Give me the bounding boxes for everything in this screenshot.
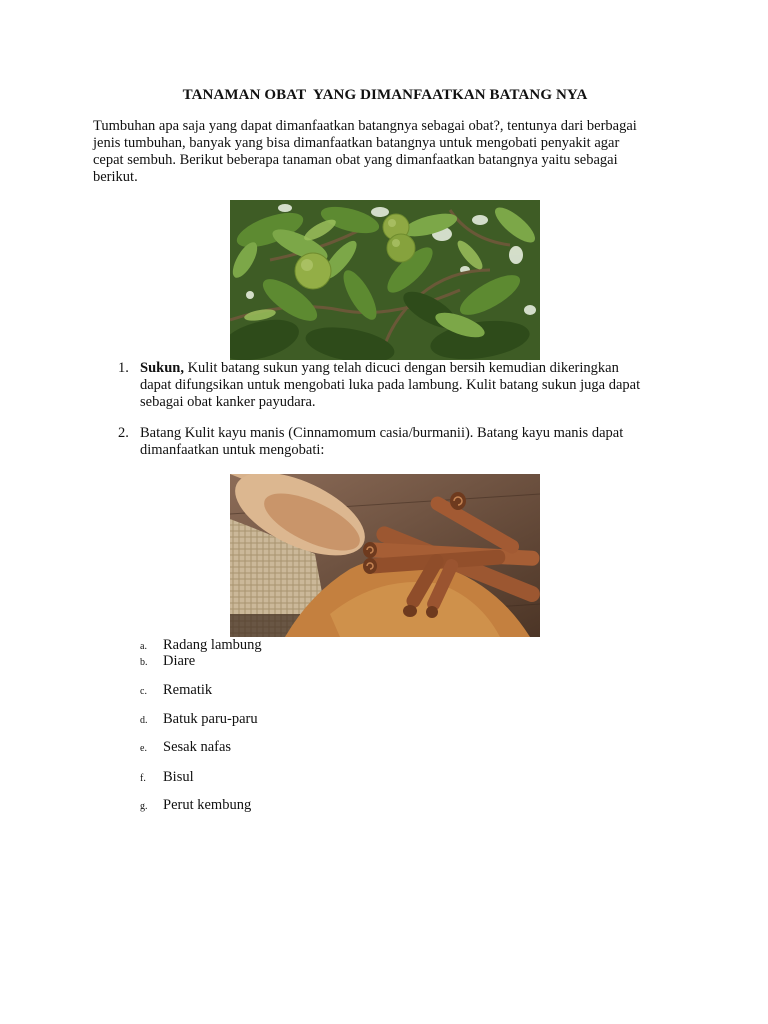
item-text: Kulit batang sukun yang telah dicuci dengan bersih kemudian dikeringkan — [183, 360, 619, 376]
list-item-use: a. Radang lambung — [140, 637, 262, 653]
list-item-sukun — [140, 360, 640, 411]
item-heading: Sukun, — [140, 360, 184, 376]
list-item-use: d. Batuk paru-paru — [140, 711, 258, 727]
item-text: sebagai obat kanker payudara. — [140, 394, 316, 410]
list-item-use: f. Bisul — [140, 769, 194, 785]
item-text: Batang Kulit kayu manis (Cinnamomum casia/burmanii). Batang kayu manis dapat — [140, 425, 624, 441]
list-number: 2. — [118, 425, 129, 441]
intro-paragraph — [93, 118, 637, 186]
list-item-kayu-manis — [140, 425, 623, 459]
intro-line: Tumbuhan apa saja yang dapat dimanfaatkan batangnya sebagai obat?, tentunya dari berbagai — [93, 118, 637, 134]
item-text: dimanfaatkan untuk mengobati: — [140, 442, 325, 458]
page-title: TANAMAN OBAT YANG DIMANFAATKAN BATANG NYA — [182, 87, 588, 103]
list-number: 1. — [118, 360, 129, 376]
intro-line: jenis tumbuhan, banyak yang bisa dimanfaatkan batangnya untuk mengobati penyakit agar — [93, 135, 620, 151]
list-item-use: g. Perut kembung — [140, 797, 252, 813]
list-item-use: e. Sesak nafas — [140, 739, 232, 755]
cinnamon-photo — [230, 474, 540, 637]
intro-line: berikut. — [93, 169, 138, 185]
breadfruit-tree-photo — [230, 200, 540, 360]
list-item-use: c. Rematik — [140, 682, 213, 698]
list-item-use: b. Diare — [140, 653, 196, 669]
item-text: dapat difungsikan untuk mengobati luka pada lambung. Kulit batang sukun juga dapat — [140, 377, 641, 393]
intro-line: cepat sembuh. Berikut beberapa tanaman obat yang dimanfaatkan batangnya yaitu sebagai — [93, 152, 618, 168]
